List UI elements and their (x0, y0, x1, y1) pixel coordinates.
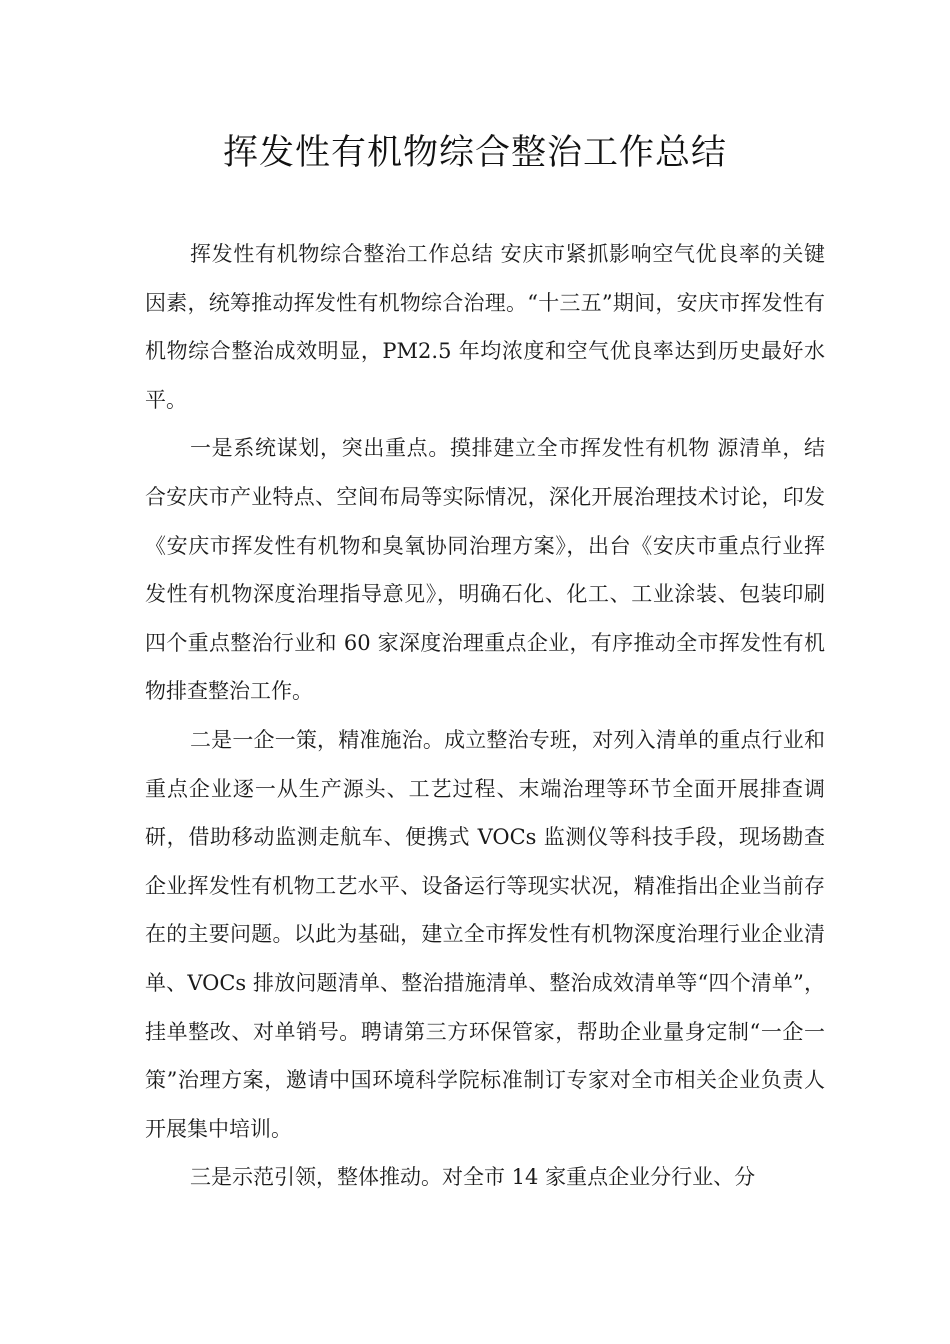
paragraph-point-two: 二是一企一策，精准施治。成立整治专班，对列入清单的重点行业和重点企业逐一从生产源头、工艺过程、末端治理等环节全面开展排查调研，借助移动监测走航车、便携式 VOCs 监测仪等科技手段，现场勘查企业挥发性有机物工艺水平、设备运行等现实状况，精准指出企业当前存在的主要问题。以此为基础，建立全市挥发性有机物深度治理行业企业清单、VOCs 排放问题清单、整治措施清单、整治成效清单等“四个清单”，挂单整改、对单销号。聘请第三方环保管家，帮助企业量身定制“一企一策”治理方案，邀请中国环境科学院标准制订专家对全市相关企业负责人开展集中培训。 (145, 727, 825, 1141)
document-body (145, 230, 825, 1202)
paragraph-point-three: 三是示范引领，整体推动。对全市 14 家重点企业分行业、分 (190, 1165, 756, 1190)
paragraph-intro: 挥发性有机物综合整治工作总结 安庆市紧抓影响空气优良率的关键因素，统筹推动挥发性有机物综合治理。“十三五”期间，安庆市挥发性有机物综合整治成效明显，PM2.5 年均浓度和空气优良率达到历史最好水平。 (145, 242, 825, 412)
document-title: 挥发性有机物综合整治工作总结 (222, 133, 727, 173)
paragraph-point-one: 一是系统谋划，突出重点。摸排建立全市挥发性有机物 源清单，结合安庆市产业特点、空间布局等实际情况，深化开展治理技术讨论，印发《安庆市挥发性有机物和臭氧协同治理方案》，出台《安庆市重点行业挥发性有机物深度治理指导意见》，明确石化、化工、工业涂装、包装印刷四个重点整治行业和 60 家深度治理重点企业，有序推动全市挥发性有机物排查整治工作。 (145, 436, 825, 704)
